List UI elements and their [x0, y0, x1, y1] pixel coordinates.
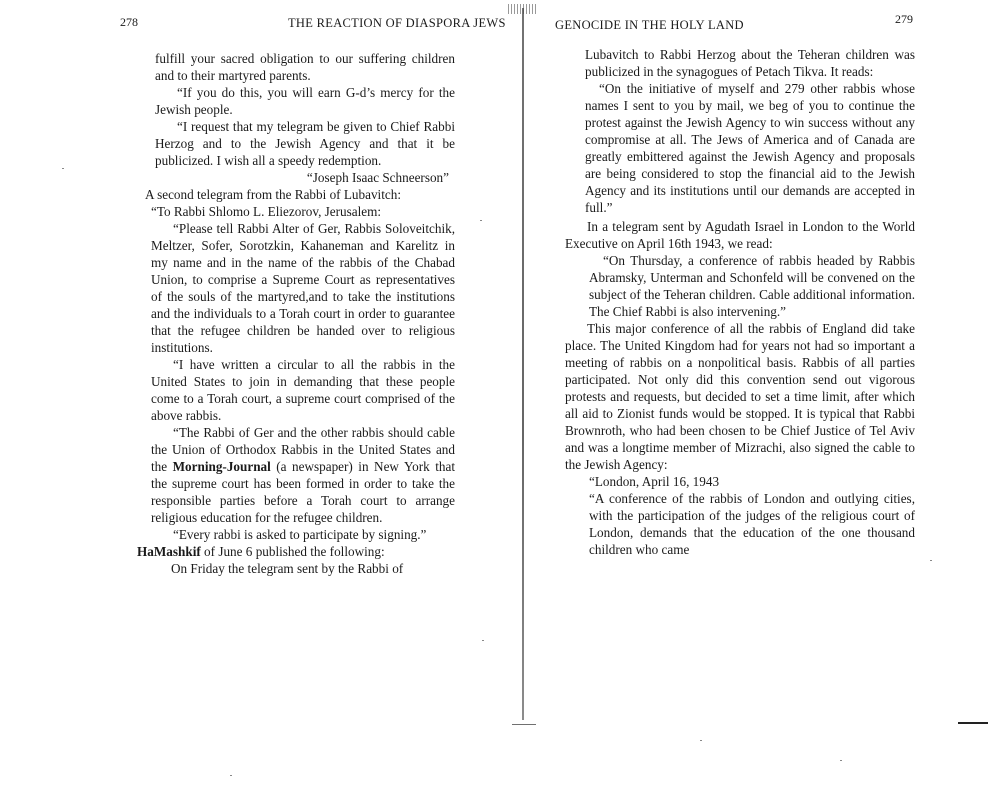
paragraph: [145, 424, 455, 526]
page-number-right: 279: [895, 12, 913, 26]
paragraph: “If you do this, you will earn G-d’s mercy for the Jewish people.: [155, 85, 455, 117]
paragraph: “I request that my telegram be given to Chief Rabbi Herzog and to the Jewish Agency and that it be publicized. I wish all a speedy redemption.: [155, 119, 455, 168]
paragraph: “On Thursday, a conference of rabbis headed by Rabbis Abramsky, Unterman and Schonfeld will be convened on the subject of the Teheran children. Cable additional information. The Chief Rabbi is also intervening.”: [589, 253, 915, 319]
scan-speck: [62, 168, 64, 169]
running-head-right: GENOCIDE IN THE HOLY LAND: [555, 18, 744, 32]
paragraph: “I have written a circular to all the rabbis in the United States to join in demanding that these people come to a Torah court, a supreme court comprised of the above rabbis.: [151, 357, 455, 423]
paragraph: Lubavitch to Rabbi Herzog about the Teheran children was publicized in the synagogues of Petach Tikva. It reads:: [585, 47, 915, 79]
paragraph: This major conference of all the rabbis of England did take place. The United Kingdom had for years not had so important a meeting of rabbis on a nonpolitical basis. Rabbis of all parties participated. Not only did this convention send out vigorous protests and requests, but decided to set a time limit, after which all aid to Zionist funds would be stopped. It is typical that Rabbi Brownroth, who had been chosen to be Chief Justice of Tel Aviv and was a longtime member of Mizrachi, also signed the cable to the Jewish Agency:: [565, 321, 915, 472]
signature-line: “Joseph Isaac Schneerson”: [306, 170, 449, 185]
paragraph: [137, 543, 455, 560]
paragraph: “London, April 16, 1943: [589, 474, 720, 489]
paragraph: “To Rabbi Shlomo L. Eliezorov, Jerusalem:: [151, 204, 382, 219]
paragraph: In a telegram sent by Agudath Israel in London to the World Executive on April 16th 1943, we read:: [565, 219, 915, 251]
scan-speck: [482, 640, 484, 641]
paragraph: “A conference of the rabbis of London and outlying cities, with the participation of the judges of the religious court of London, demands that the education of the one thousand children who came: [589, 491, 915, 557]
paragraph: “Every rabbi is asked to participate by signing.”: [173, 527, 427, 542]
newspaper-name: HaMashkif: [137, 544, 201, 559]
text-run: “The Rabbi of Ger and the other rabbis should cable the Union of Orthodox Rabbis in the United States and the: [151, 425, 455, 474]
paragraph: “Please tell Rabbi Alter of Ger, Rabbis Soloveitchik, Meltzer, Sofer, Sorotzkin, Kahaneman and Karelitz in my name and in the name of the rabbis of the Chabad Union, to comprise a Supreme Court as representatives of the souls of the martyred,and to take the institutions and the individuals to a Torah court in order to guarantee that the refugee children be handed over to religious institutions.: [151, 221, 455, 355]
text-run: (a newspaper) in New York that the supreme court has been formed in order to take the responsible parties before a Torah court to arrange religious education for the refugee children.: [151, 459, 455, 525]
scan-speck: [480, 220, 482, 221]
scan-speck: [930, 560, 932, 561]
left-page-body: [137, 50, 455, 577]
scan-speck: [840, 760, 842, 761]
paragraph: A second telegram from the Rabbi of Lubavitch:: [145, 187, 401, 202]
right-page: [525, 0, 995, 796]
right-page-body: [565, 46, 915, 558]
scan-speck: [700, 740, 702, 741]
newspaper-name: Morning-Journal: [172, 459, 271, 474]
running-head-left: THE REACTION OF DIASPORA JEWS: [288, 16, 506, 30]
paragraph: On Friday the telegram sent by the Rabbi of: [171, 561, 404, 576]
book-gutter: [522, 8, 524, 720]
text-run: of June 6 published the following:: [200, 544, 385, 559]
scan-speck: [230, 775, 232, 776]
page-number-left: 278: [120, 15, 138, 29]
paragraph: fulfill your sacred obligation to our suffering children and to their martyred parents.: [155, 51, 455, 83]
paragraph: “On the initiative of myself and 279 other rabbis whose names I sent to you by mail, we beg of you to continue the protest against the Jewish Agency to win success without any compromise at all. The Jews of America and of Canada are greatly embittered against the Jewish Agency and proposals are being considered to stop the financial aid to the Jewish Agency and its institutions until our demands are accepted in full.”: [585, 81, 915, 215]
